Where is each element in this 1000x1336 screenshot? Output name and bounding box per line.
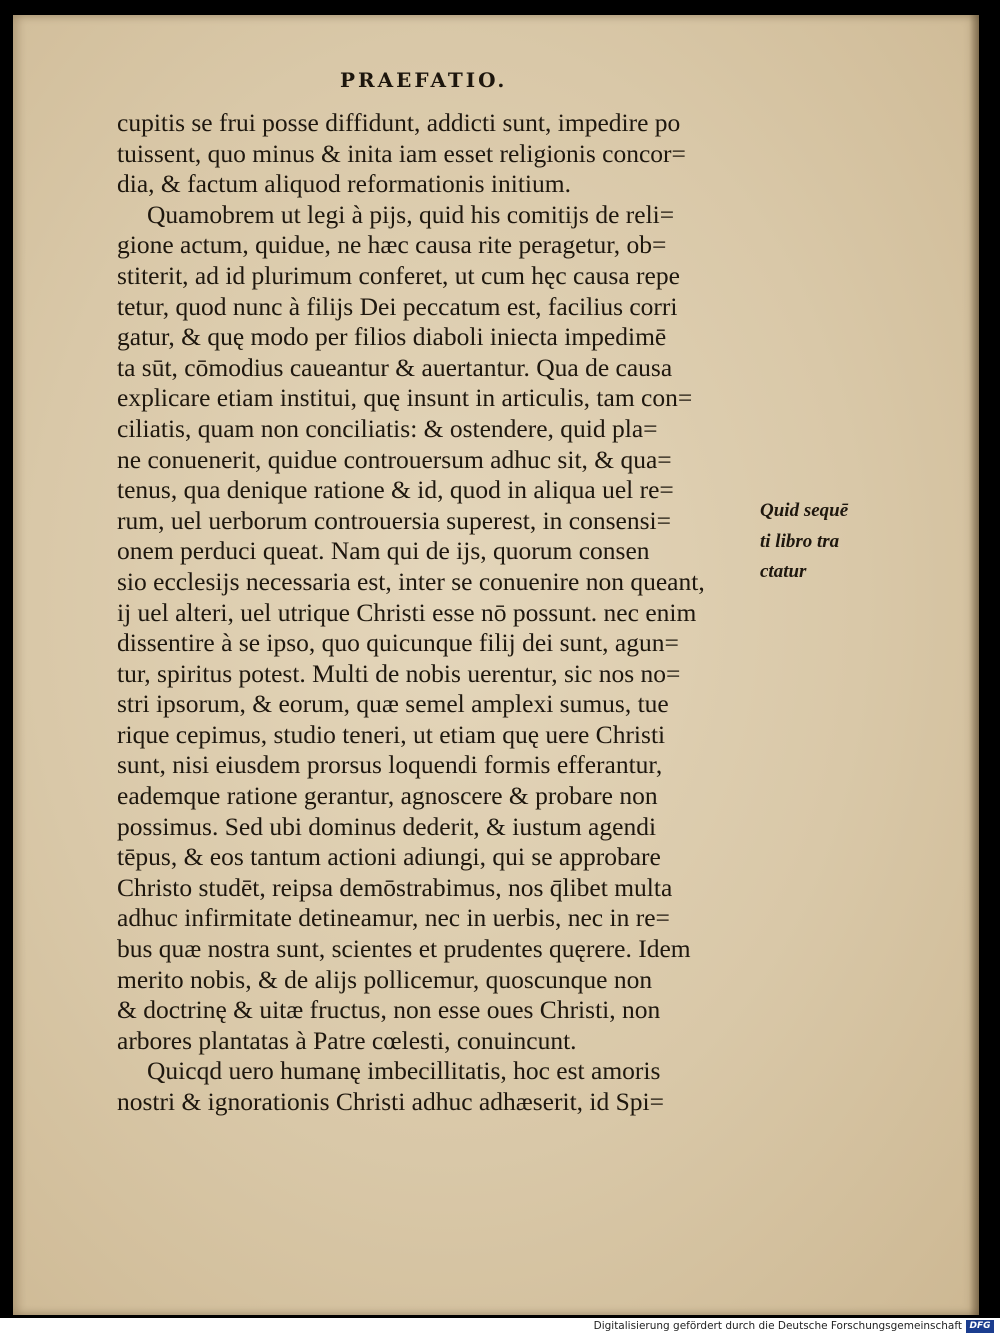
text-line: adhuc infirmitate detineamur, nec in uerbis, nec in re=	[117, 903, 670, 933]
text-line: cupitis se frui posse diffidunt, addicti sunt, impedire po	[117, 108, 681, 137]
text-line: merito nobis, & de alijs pollicemur, quoscunque non	[117, 964, 653, 994]
marginal-note-line: ti libro tra	[760, 530, 840, 552]
text-line: ij uel alteri, uel utrique Christi esse nō possunt. nec enim	[117, 597, 697, 627]
text-line: ne conuenerit, quidue controuersum adhuc sit, & qua=	[117, 444, 672, 474]
marginal-note-line: ctatur	[760, 561, 807, 583]
funding-credit: Digitalisierung gefördert durch die Deutsche Forschungsgemeinschaft	[593, 1320, 962, 1332]
text-line: tuissent, quo minus & inita iam esset religionis concor=	[117, 138, 686, 168]
text-line: sio ecclesijs necessaria est, inter se conuenire non queant,	[117, 566, 705, 596]
text-line: & doctrinę & uitæ fructus, non esse oues Christi, non	[117, 995, 661, 1025]
dfg-logo: DFG	[966, 1320, 994, 1333]
text-line: onem perduci queat. Nam qui de ijs, quorum consen	[117, 536, 650, 566]
text-line: bus quæ nostra sunt, scientes et prudentes quęrere. Idem	[117, 934, 691, 964]
text-line: tur, spiritus potest. Multi de nobis uerentur, sic nos no=	[117, 658, 681, 688]
text-line: tēpus, & eos tantum actioni adiungi, qui se approbare	[117, 842, 661, 872]
text-line: ta sūt, cōmodius caueantur & auertantur. Qua de causa	[117, 352, 673, 382]
text-line: stiterit, ad id plurimum conferet, ut cum hęc causa repe	[117, 260, 680, 290]
body-text	[117, 108, 767, 1118]
text-line: gione actum, quidue, ne hæc causa rite peragetur, ob=	[117, 230, 667, 260]
text-line: tenus, qua denique ratione & id, quod in aliqua uel re=	[117, 475, 674, 505]
page-edge-shadow	[969, 15, 979, 1315]
text-line: ciliatis, quam non conciliatis: & ostendere, quid pla=	[117, 413, 658, 443]
marginal-note-line: Quid sequē	[760, 500, 849, 521]
text-line: possimus. Sed ubi dominus dederit, & iustum agendi	[117, 811, 657, 841]
text-line: Christo studēt, reipsa demōstrabimus, nos q̄libet multa	[117, 872, 673, 902]
text-line: rique cepimus, studio teneri, ut etiam quę uere Christi	[117, 719, 666, 749]
text-line: gatur, & quę modo per filios diaboli iniecta impedimē	[117, 322, 667, 352]
text-line: rum, uel uerborum controuersia superest, in consensi=	[117, 505, 671, 535]
text-line: explicare etiam institui, quę insunt in articulis, tam con=	[117, 383, 693, 413]
marginal-note	[760, 496, 960, 588]
text-line: nostri & ignorationis Christi adhuc adhæserit, id Spi=	[117, 1087, 665, 1116]
text-line: dia, & factum aliquod reformationis initium.	[117, 169, 571, 199]
text-line: stri ipsorum, & eorum, quæ semel amplexi sumus, tue	[117, 689, 669, 719]
text-line: arbores plantatas à Patre cœlesti, conuincunt.	[117, 1025, 577, 1055]
text-line: Quicqd uero humanę imbecillitatis, hoc est amoris	[147, 1056, 661, 1086]
text-line: sunt, nisi eiusdem prorsus loquendi formis efferantur,	[117, 750, 663, 780]
running-header: PRAEFATIO.	[340, 68, 508, 92]
text-line: eademque ratione gerantur, agnoscere & probare non	[117, 781, 658, 811]
text-line: Quamobrem ut legi à pijs, quid his comitijs de reli=	[147, 199, 675, 229]
text-line: dissentire à se ipso, quo quicunque filij dei sunt, agun=	[117, 628, 679, 658]
text-line: tetur, quod nunc à filijs Dei peccatum est, facilius corri	[117, 291, 678, 321]
